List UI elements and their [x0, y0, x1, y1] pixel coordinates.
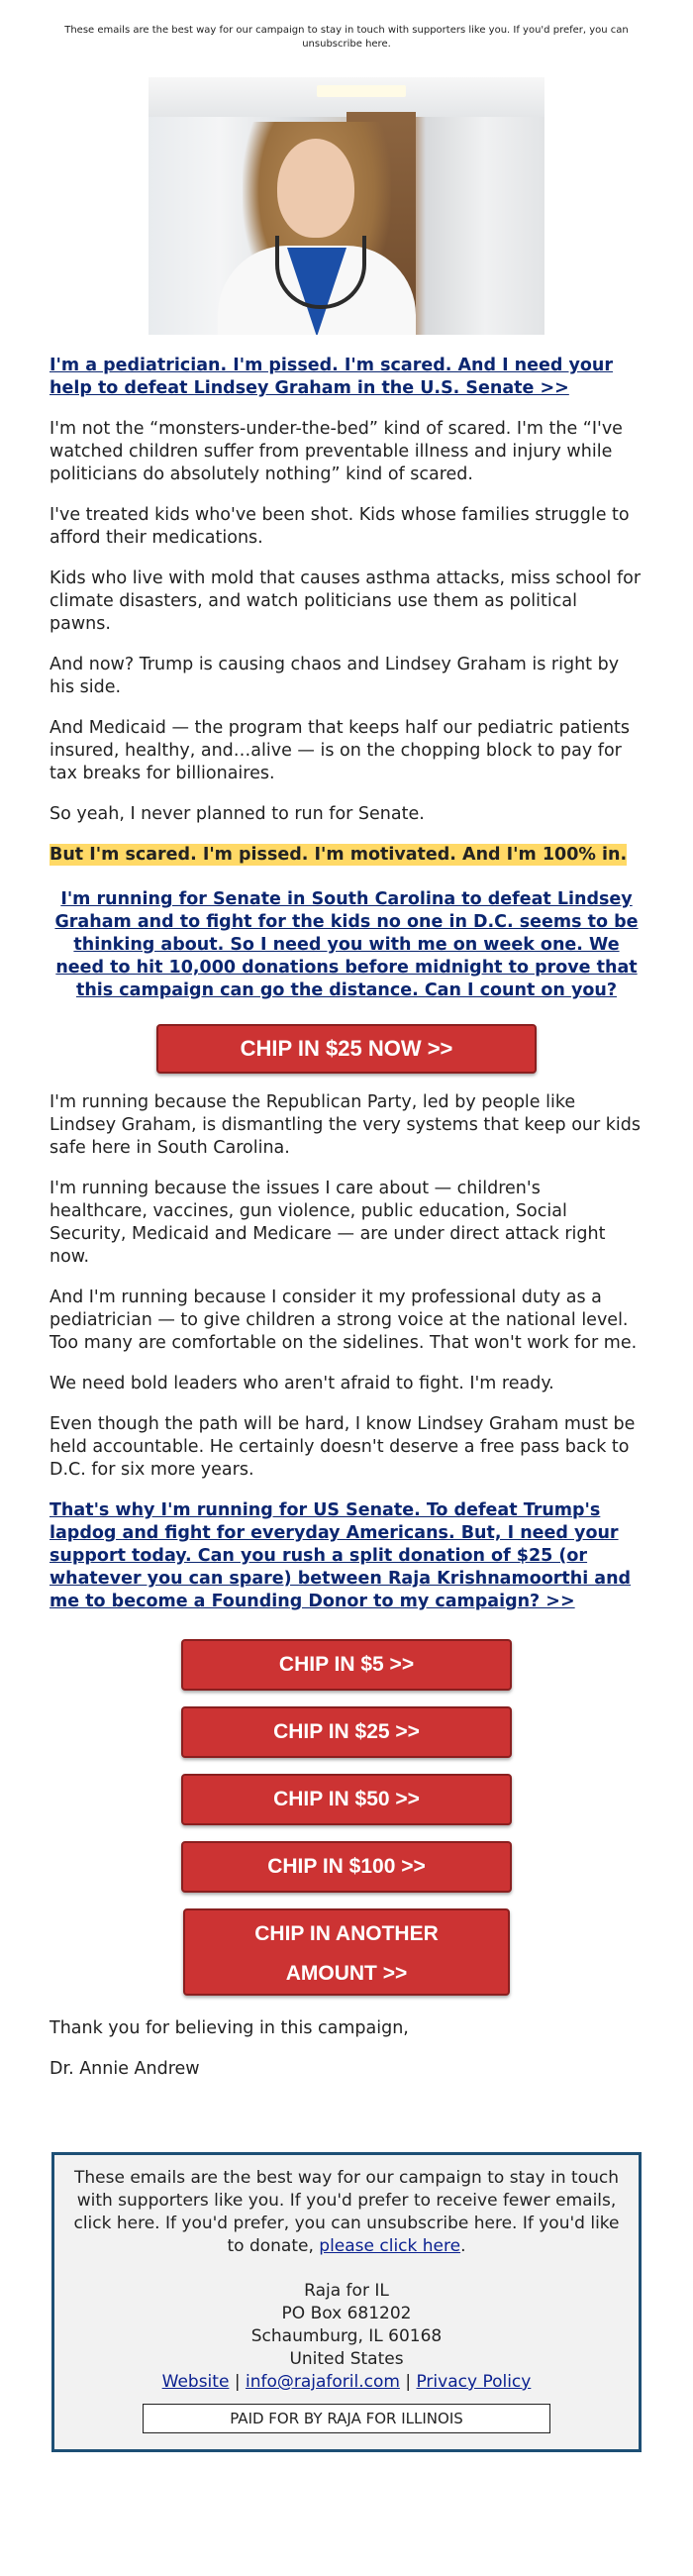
highlighted-statement: But I'm scared. I'm pissed. I'm motivated. And I'm 100% in.: [50, 845, 628, 865]
chip-other-line1: CHIP IN ANOTHER: [254, 1922, 439, 1945]
body-paragraph: And I'm running because I consider it my professional duty as a pediatrician — to give children a strong voice at the national level. Too many are comfortable on the sidelines. That won't work for me.: [50, 1288, 638, 1353]
body-paragraph: I'm running because the Republican Party, led by people like Lindsey Graham, is dismantling the very systems that keep our kids safe here in South Carolina.: [50, 1092, 641, 1158]
photo-face: [277, 139, 354, 238]
candidate-photo: [148, 77, 544, 335]
footer-city: Schaumburg, IL 60168: [250, 2326, 443, 2346]
footer-country: United States: [289, 2349, 404, 2369]
photo-ceiling-light: [317, 85, 406, 97]
footer-box: [51, 2152, 642, 2452]
footer-po-box: PO Box 681202: [281, 2304, 412, 2323]
chip-in-50-button[interactable]: CHIP IN $50 >>: [181, 1774, 512, 1825]
body-paragraph: We need bold leaders who aren't afraid to fight. I'm ready.: [50, 1374, 554, 1393]
footer-separator: |: [399, 2372, 417, 2392]
footer-website-link[interactable]: Website: [161, 2372, 230, 2392]
chip-in-25-button[interactable]: CHIP IN $25 >>: [181, 1706, 512, 1758]
body-paragraph: And now? Trump is causing chaos and Lindsey Graham is right by his side.: [50, 655, 620, 697]
chip-in-25-now-button[interactable]: CHIP IN $25 NOW >>: [156, 1024, 537, 1074]
body-paragraph: Even though the path will be hard, I know Lindsey Graham must be held accountable. He certainly doesn't deserve a free pass back to D.C. for six more years.: [50, 1414, 636, 1480]
signature: Dr. Annie Andrew: [50, 2059, 200, 2079]
chip-other-line2: AMOUNT >>: [285, 1962, 408, 1985]
footer-period: .: [460, 2236, 466, 2256]
body-paragraph: Kids who live with mold that causes asthma attacks, miss school for climate disasters, and watch politicians use them as political pawns.: [50, 568, 642, 634]
paid-for-disclaimer: PAID FOR BY RAJA FOR ILLINOIS: [143, 2404, 550, 2433]
footer-separator: |: [229, 2372, 246, 2392]
split-donation-link[interactable]: That's why I'm running for US Senate. To defeat Trump's lapdog and fight for everyday Americans. But, I need your support today. Can you rush a split donation of $25 (or whatever you can spare) between Raja Krishnamoorthi and me to become a Founding Donor to my campaign? >>: [50, 1500, 632, 1611]
chip-in-100-button[interactable]: CHIP IN $100 >>: [181, 1841, 512, 1893]
preheader-text: These emails are the best way for our campaign to stay in touch with supporters like you. If you'd prefer, you can unsubscribe here.: [64, 25, 629, 50]
center-link-block: [50, 888, 644, 1002]
body-paragraph: I've treated kids who've been shot. Kids whose families struggle to afford their medications.: [50, 505, 630, 548]
photo-ceiling: [148, 77, 544, 117]
footer-links: [70, 2371, 623, 2394]
body-paragraph: I'm running because the issues I care about — children's healthcare, vaccines, gun violence, public education, Social Security, Medicaid and Medicare — are under direct attack right now.: [50, 1179, 606, 1267]
footer-privacy-link[interactable]: Privacy Policy: [416, 2372, 532, 2392]
second-link-block: [50, 1499, 644, 1613]
headline-block: [50, 355, 644, 400]
body-paragraph: And Medicaid — the program that keeps half our pediatric patients insured, healthy, and…alive — is on the chopping block to pay for tax breaks for billionaires.: [50, 718, 631, 783]
body-paragraph: I'm not the “monsters-under-the-bed” kind of scared. I'm the “I've watched children suffer from preventable illness and injury while politicians do absolutely nothing” kind of scared.: [50, 419, 623, 484]
footer-email-link[interactable]: info@rajaforil.com: [245, 2372, 400, 2392]
footer-text-block: [70, 2167, 623, 2258]
chip-in-5-button[interactable]: CHIP IN $5 >>: [181, 1639, 512, 1691]
footer-donate-link[interactable]: please click here: [319, 2236, 461, 2256]
highlight-block: [50, 844, 644, 867]
closing-text: Thank you for believing in this campaign,: [50, 2018, 409, 2038]
center-donate-link[interactable]: I'm running for Senate in South Carolina to defeat Lindsey Graham and to fight for the kids no one in D.C. seems to be thinking about. So I need you with me on week one. We need to hit 10,000 donations before midnight to prove that this campaign can go the distance. Can I count on you?: [54, 889, 639, 1000]
headline-link[interactable]: I'm a pediatrician. I'm pissed. I'm scared. And I need your help to defeat Lindsey Graham in the U.S. Senate >>: [50, 356, 614, 398]
email-body: [50, 0, 644, 2452]
chip-in-other-amount-button[interactable]: [183, 1908, 510, 1996]
body-paragraph: So yeah, I never planned to run for Senate.: [50, 804, 425, 824]
footer-notice: These emails are the best way for our campaign to stay in touch with supporters like you. If you'd prefer to receive fewer emails, click here. If you'd prefer, you can unsubscribe here. If you'd like to donate,: [73, 2168, 620, 2256]
footer-org: Raja for IL: [304, 2281, 389, 2301]
